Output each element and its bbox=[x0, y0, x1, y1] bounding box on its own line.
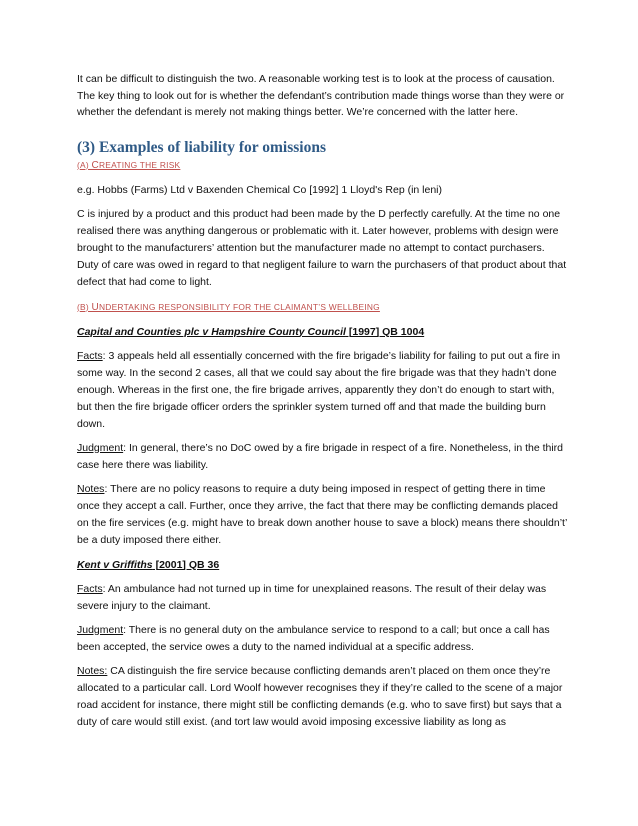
case-name: Kent v Griffiths bbox=[77, 558, 153, 571]
subheading-rest: NDERTAKING RESPONSIBILITY FOR THE CLAIMANT’S WELLBEING bbox=[98, 301, 380, 312]
facts-text: : 3 appeals held all essentially concerned with the fire brigade’s liability for failing to put out a fire in some way. In the second 2 cases, all that we could say about the fire brigade was that they hadn’t done enough. Whereas in the first one, the fire brigade arrives, apparently they don’t do enough to start with, but then the fire brigade officer orders the sprinkler system turned off and that made the building burn down. bbox=[77, 349, 561, 430]
subheading-prefix: (A) bbox=[77, 159, 92, 170]
notes-label: Notes bbox=[77, 482, 105, 495]
page-content bbox=[77, 71, 567, 738]
subheading-creating-the-risk bbox=[77, 159, 567, 172]
case1-notes bbox=[77, 481, 567, 549]
intro-paragraph: It can be difficult to distinguish the two. A reasonable working test is to look at the process of causation. The key thing to look out for is whether the defendant’s contribution made things worse than they were or whether the defendant is merely not making things better. We’re concerned with the latter here. bbox=[77, 73, 565, 118]
facts-label: Facts bbox=[77, 582, 103, 595]
case-title-capital-counties bbox=[77, 324, 567, 341]
hobbs-case-text: C is injured by a product and this product had been made by the D perfectly carefully. At the time no one realised there was anything dangerous or problematic with it. Later however, problems with design were brought to the manufacturers’ attention but the manufacturer made no attempt to contact purchasers. Duty of care was owed in regard to that negligent failure to warn the purchasers of that product about that defect that had come to light. bbox=[77, 207, 567, 288]
hobbs-case-reference: e.g. Hobbs (Farms) Ltd v Baxenden Chemical Co [1992] 1 Lloyd's Rep (in leni) bbox=[77, 183, 443, 196]
subheading-prefix: (B) bbox=[77, 301, 92, 312]
notes-label: Notes: bbox=[77, 664, 108, 677]
case-citation: [2001] QB 36 bbox=[152, 558, 220, 571]
subheading-initial: C bbox=[91, 159, 99, 171]
judgment-label: Judgment bbox=[77, 441, 124, 454]
case-name: Capital and Counties plc v Hampshire County Council bbox=[77, 325, 346, 338]
case-title-kent-griffiths bbox=[77, 557, 567, 574]
facts-label: Facts bbox=[77, 349, 103, 362]
judgment-text: : There is no general duty on the ambulance service to respond to a call; but once a call has been accepted, the service owes a duty to the named individual at a specific address. bbox=[77, 623, 550, 653]
case1-facts bbox=[77, 348, 567, 433]
case-citation: [1997] QB 1004 bbox=[345, 325, 425, 338]
subheading-undertaking-responsibility bbox=[77, 301, 567, 314]
facts-text: : An ambulance had not turned up in time for unexplained reasons. The result of their delay was severe injury to the claimant. bbox=[77, 582, 547, 612]
notes-text: : There are no policy reasons to require a duty being imposed in respect of getting there in time once they accept a call. Further, once they arrive, the fact that there may be conflicting demands placed on the fire services (e.g. might have to break down another house to save a block) means there shouldn’t’ be a duty imposed there either. bbox=[77, 482, 567, 546]
judgment-label: Judgment bbox=[77, 623, 124, 636]
case1-judgment bbox=[77, 440, 567, 474]
notes-text: CA distinguish the fire service because conflicting demands aren’t placed on them once they’re allocated to a particular call. Lord Woolf however recognises they if they’re called to the scene of a major road accident for instance, there might still be conflicting demands (e.g. who to save first) but says that a duty of care would still exist. (and tort law would avoid imposing excessive liability as long as bbox=[77, 664, 563, 728]
section-heading: (3) Examples of liability for omissions bbox=[77, 138, 327, 156]
case2-judgment bbox=[77, 622, 567, 656]
subheading-initial: U bbox=[91, 301, 99, 313]
judgment-text: : In general, there’s no DoC owed by a fire brigade in respect of a fire. Nonetheless, in the third case here there was liability. bbox=[77, 441, 564, 471]
case2-facts bbox=[77, 581, 567, 615]
case2-notes bbox=[77, 663, 567, 731]
subheading-rest: REATING THE RISK bbox=[98, 159, 181, 170]
